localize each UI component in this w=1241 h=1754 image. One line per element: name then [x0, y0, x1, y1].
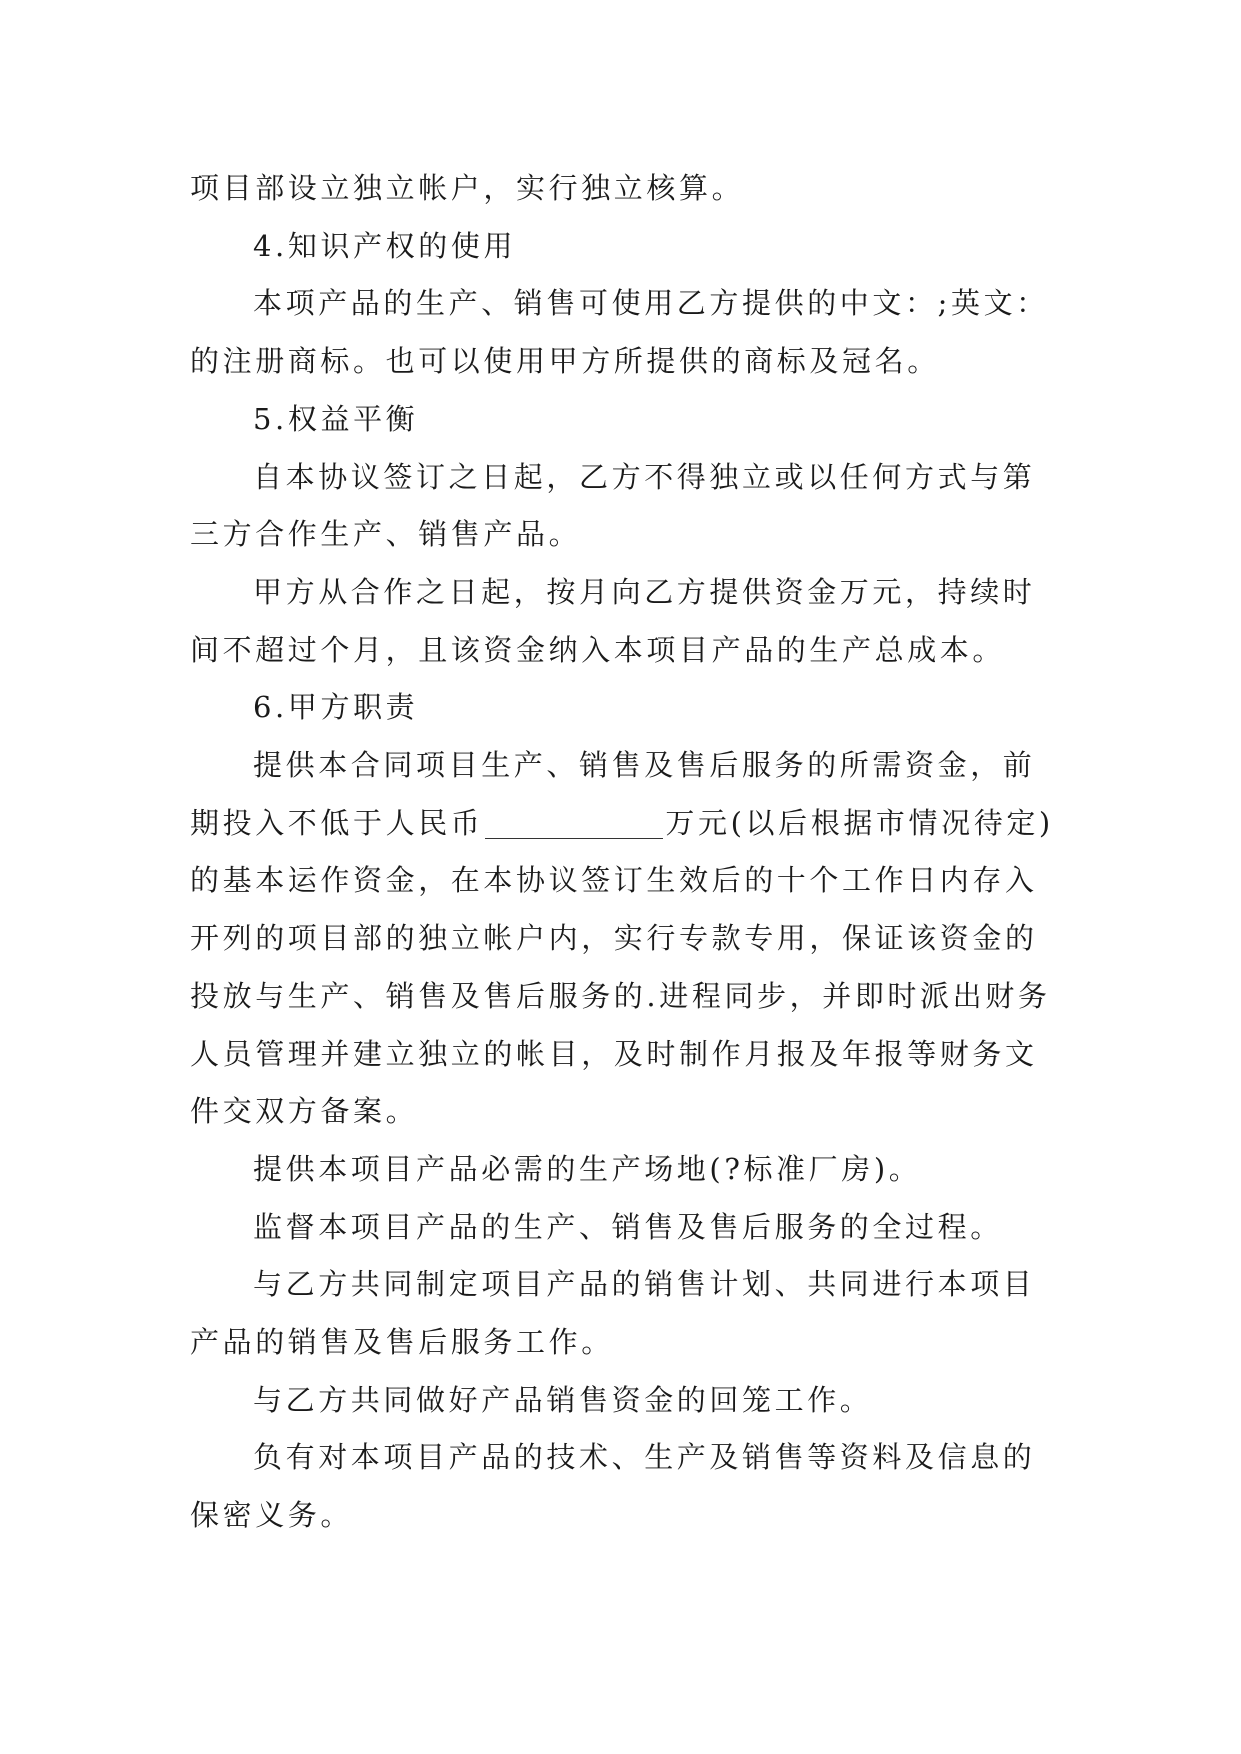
paragraph-monthly-funding: 甲方从合作之日起，按月向乙方提供资金万元，持续时间不超过个月，且该资金纳入本项目产品的生产总成本。 [190, 574, 1036, 667]
paragraph-confidentiality: 负有对本项目产品的技术、生产及销售等资料及信息的保密义务。 [190, 1440, 1036, 1533]
funding-text-part1: 提供本合同项目生产、销售及售后服务的所需资金，前期投入不低于人民币 [190, 748, 1036, 840]
funding-text-part2: 万元(以后根据市情况待定)的基本运作资金，在本协议签订生效后的十个工作日内存入开列的项目部的独立帐户内，实行专款专用，保证该资金的投放与生产、销售及售后服务的.进程同步，并即时派出财务人员管理并建立独立的帐目，及时制作月报及年报等财务文件交双方备案。 [190, 805, 1054, 1129]
paragraph-funding-duty [190, 737, 1060, 1141]
paragraph-supervision: 监督本项目产品的生产、销售及售后服务的全过程。 [253, 1209, 1003, 1244]
paragraph-trademark: 本项产品的生产、销售可使用乙方提供的中文：;英文：的注册商标。也可以使用甲方所提供的商标及冠名。 [190, 286, 1049, 379]
heading-party-a-duties: 6.甲方职责 [253, 690, 419, 725]
paragraph-sales-plan: 与乙方共同制定项目产品的销售计划、共同进行本项目产品的销售及售后服务工作。 [190, 1267, 1036, 1360]
paragraph-production-site: 提供本项目产品必需的生产场地(?标准厂房)。 [253, 1151, 922, 1186]
amount-blank-line [485, 806, 663, 839]
paragraph-independent-account: 项目部设立独立帐户，实行独立核算。 [190, 171, 745, 205]
heading-rights-balance: 5.权益平衡 [253, 401, 419, 436]
heading-ip-usage: 4.知识产权的使用 [253, 228, 517, 263]
paragraph-exclusivity: 自本协议签订之日起，乙方不得独立或以任何方式与第三方合作生产、销售产品。 [190, 459, 1036, 552]
paragraph-fund-recovery: 与乙方共同做好产品销售资金的回笼工作。 [253, 1382, 873, 1417]
document-body [190, 160, 1060, 1545]
